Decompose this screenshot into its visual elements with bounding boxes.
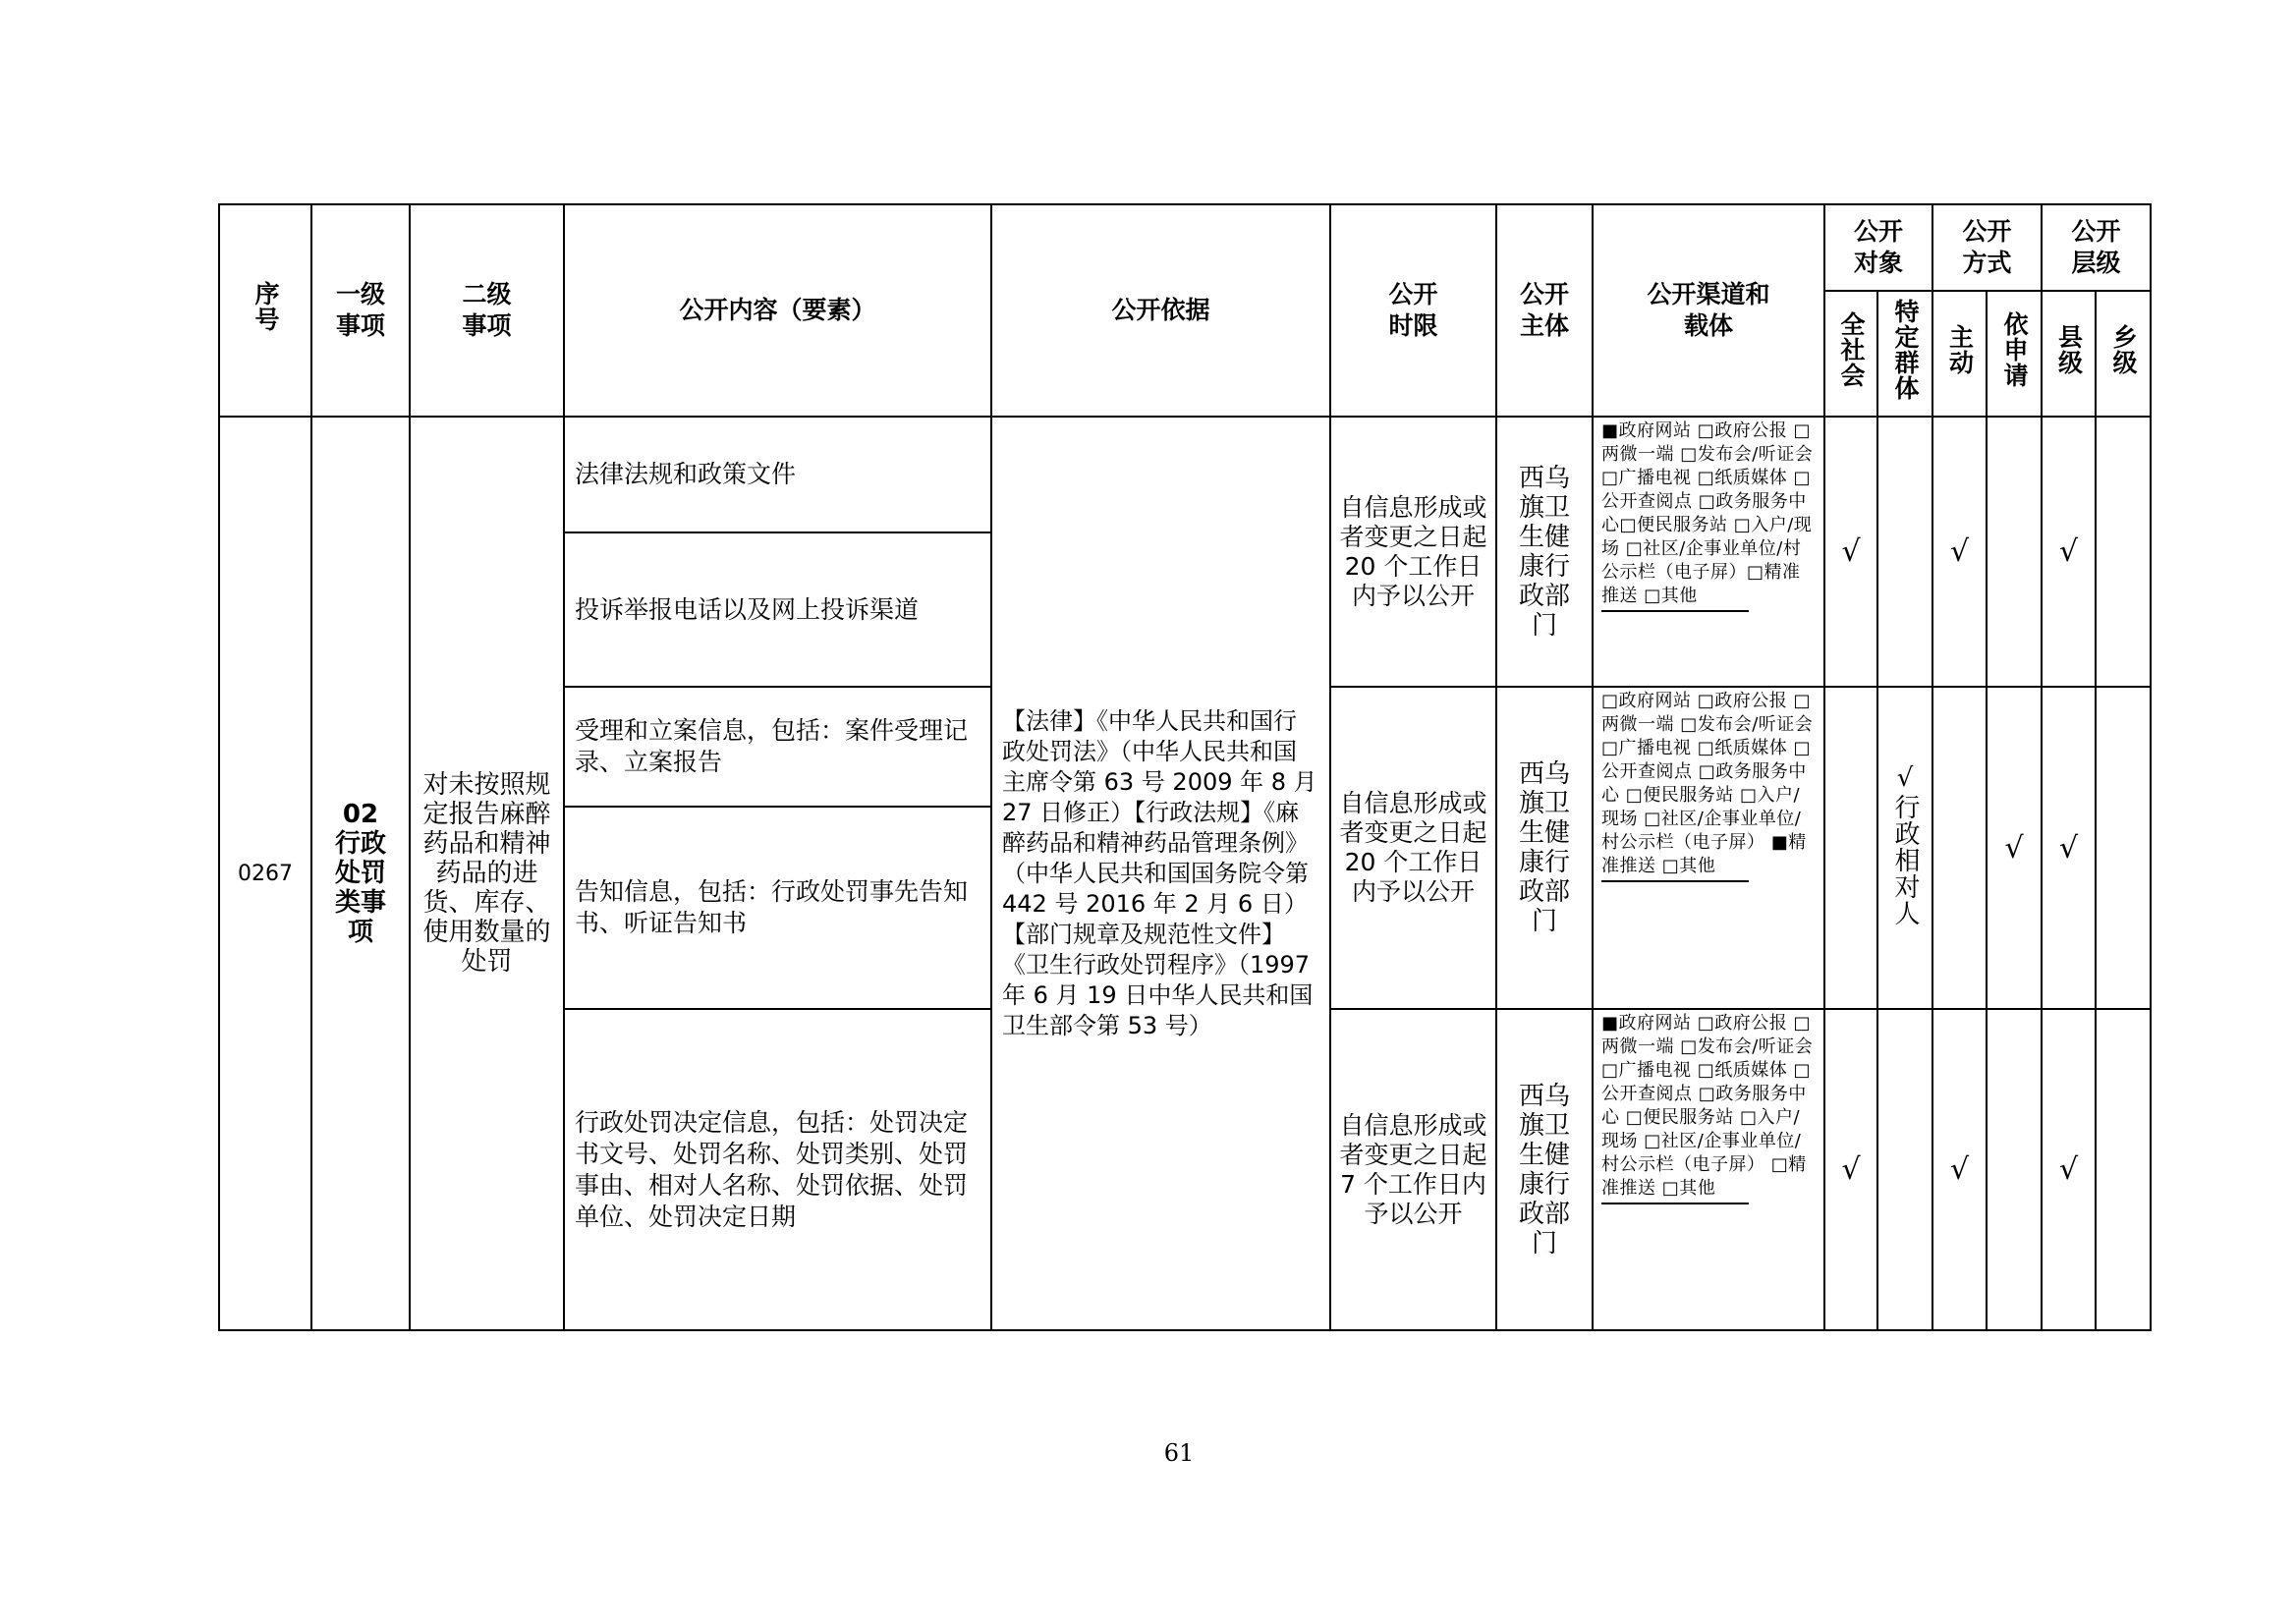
- content-item: 投诉举报电话以及网上投诉渠道: [564, 532, 991, 687]
- header-channel: 公开渠道和载体: [1593, 204, 1824, 417]
- page-number: 61: [1163, 1439, 1195, 1467]
- timing-cell: 自信息形成或者变更之日起 7 个工作日内予以公开: [1330, 1009, 1496, 1330]
- row-level2: 对未按照规定报告麻醉药品和精神药品的进货、库存、使用数量的处罚: [410, 417, 564, 1330]
- mark-active: √: [1932, 417, 1987, 687]
- mark-county: √: [2042, 1009, 2096, 1330]
- mark-all: √: [1824, 417, 1877, 687]
- mark-specific: [1877, 417, 1932, 687]
- header-audience-all: 全社会: [1824, 291, 1877, 417]
- header-method-active: 主动: [1932, 291, 1987, 417]
- timing-cell: 自信息形成或者变更之日起 20 个工作日内予以公开: [1330, 417, 1496, 687]
- mark-township: [2096, 687, 2151, 1009]
- row-basis: 【法律】《中华人民共和国行政处罚法》（中华人民共和国主席令第 63 号 2009 年 8 月 27 日修正）【行政法规】《麻醉药品和精神药品管理条例》（中华人民共和国国务院令第 442 号 2016 年 2 月 6 日）【部门规章及规范性文件】《卫生行政处罚程序》（1997 年 6 月 19 日中华人民共和国卫生部令第 53 号）: [991, 417, 1330, 1330]
- channel-text: □政府网站 □政府公报 □两微一端 □发布会/听证会 □广播电视 □纸质媒体 □公开查阅点 □政务服务中心 □便民服务站 □入户/现场 □社区/企事业单位/村公示栏（电子屏） ■精准推送 □其他: [1601, 691, 1814, 876]
- header-subject: 公开主体: [1496, 204, 1593, 417]
- channel-text: ■政府网站 □政府公报 □两微一端 □发布会/听证会 □广播电视 □纸质媒体 □公开查阅点 □政务服务中心□便民服务站 □入户/现场 □社区/企事业单位/村公示栏（电子屏）□精准推送 □其他: [1601, 420, 1814, 606]
- header-timing: 公开时限: [1330, 204, 1496, 417]
- channel-underline: [1601, 880, 1749, 882]
- mark-township: [2096, 417, 2151, 687]
- mark-request: [1987, 417, 2042, 687]
- subject-cell: 西乌旗卫生健康行政部门: [1496, 417, 1593, 687]
- disclosure-table: [218, 203, 2152, 1331]
- header-level1: 一级事项: [311, 204, 410, 417]
- mark-county: √: [2042, 687, 2096, 1009]
- header-method-request: 依申请: [1987, 291, 2042, 417]
- header-seq: 序号: [219, 204, 311, 417]
- channel-cell: [1593, 417, 1824, 687]
- mark-request: √: [1987, 687, 2042, 1009]
- mark-specific: √行政相对人: [1877, 687, 1932, 1009]
- mark-specific: [1877, 1009, 1932, 1330]
- channel-underline: [1601, 610, 1749, 612]
- channel-text: ■政府网站 □政府公报 □两微一端 □发布会/听证会 □广播电视 □纸质媒体 □公开查阅点 □政务服务中心 □便民服务站 □入户/现场 □社区/企事业单位/村公示栏（电子屏） □精准推送 □其他: [1601, 1013, 1814, 1199]
- mark-active: [1932, 687, 1987, 1009]
- header-content: 公开内容（要素）: [564, 204, 991, 417]
- mark-all: [1824, 687, 1877, 1009]
- content-item: 法律法规和政策文件: [564, 417, 991, 532]
- row-seq: 0267: [219, 417, 311, 1330]
- header-method: 公开方式: [1932, 204, 2042, 291]
- mark-active: √: [1932, 1009, 1987, 1330]
- mark-request: [1987, 1009, 2042, 1330]
- header-level-township: 乡级: [2096, 291, 2151, 417]
- header-level-county: 县级: [2042, 291, 2096, 417]
- channel-cell: [1593, 687, 1824, 1009]
- content-item: 受理和立案信息，包括：案件受理记录、立案报告: [564, 687, 991, 807]
- subject-cell: 西乌旗卫生健康行政部门: [1496, 687, 1593, 1009]
- mark-county: √: [2042, 417, 2096, 687]
- mark-all: √: [1824, 1009, 1877, 1330]
- header-audience-specific: 特定群体: [1877, 291, 1932, 417]
- timing-cell: 自信息形成或者变更之日起 20 个工作日内予以公开: [1330, 687, 1496, 1009]
- content-item: 告知信息，包括：行政处罚事先告知书、听证告知书: [564, 807, 991, 1009]
- header-level2: 二级事项: [410, 204, 564, 417]
- header-audience: 公开对象: [1824, 204, 1932, 291]
- mark-township: [2096, 1009, 2151, 1330]
- row-level1: 02 行政处罚类事项: [311, 417, 410, 1330]
- channel-underline: [1601, 1203, 1749, 1204]
- content-item: 行政处罚决定信息，包括：处罚决定书文号、处罚名称、处罚类别、处罚事由、相对人名称、处罚依据、处罚单位、处罚决定日期: [564, 1009, 991, 1330]
- header-basis: 公开依据: [991, 204, 1330, 417]
- subject-cell: 西乌旗卫生健康行政部门: [1496, 1009, 1593, 1330]
- header-level: 公开层级: [2042, 204, 2151, 291]
- channel-cell: [1593, 1009, 1824, 1330]
